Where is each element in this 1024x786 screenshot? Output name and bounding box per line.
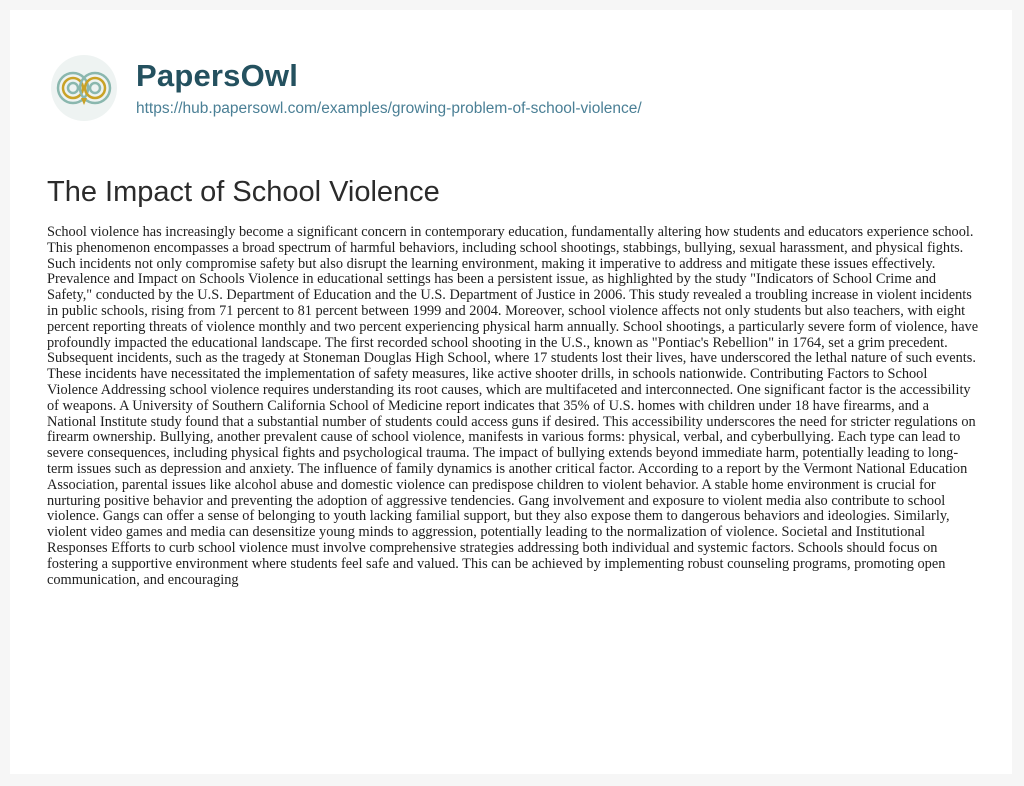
document-page	[10, 10, 1012, 774]
owl-eyes-logo-icon	[50, 54, 118, 122]
site-header	[50, 54, 642, 122]
brand-block	[136, 58, 642, 118]
brand-name: PapersOwl	[136, 58, 299, 93]
article-body: School violence has increasingly become a significant concern in contemporary education, fundamentally altering how students and educators experience school. This phenomenon encompasses a broad spectrum of harmful behaviors, including school shootings, stabbings, bullying, sexual harassment, and physical fights. Such incidents not only compromise safety but also disrupt the learning environment, making it imperative to address and mitigate these issues effectively. Prevalence and Impact on Schools Violence in educational settings has been a persistent issue, as highlighted by the study "Indicators of School Crime and Safety," conducted by the U.S. Department of Education and the U.S. Department of Justice in 2006. This study revealed a troubling increase in violent incidents in public schools, rising from 71 percent to 81 percent between 1999 and 2004. Moreover, school violence affects not only students but also teachers, with eight percent reporting threats of violence monthly and two percent experiencing physical harm annually. School shootings, a particularly severe form of violence, have profoundly impacted the educational landscape. The first recorded school shooting in the U.S., known as "Pontiac's Rebellion" in 1764, set a grim precedent. Subsequent incidents, such as the tragedy at Stoneman Douglas High School, where 17 students lost their lives, have underscored the lethal nature of such events. These incidents have necessitated the implementation of safety measures, like active shooter drills, in schools nationwide. Contributing Factors to School Violence Addressing school violence requires understanding its root causes, which are multifaceted and interconnected. One significant factor is the accessibility of weapons. A University of Southern California School of Medicine report indicates that 35% of U.S. homes with children under 18 have firearms, and a National Institute study found that a substantial number of students could access guns if desired. This accessibility underscores the need for stricter regulations on firearm ownership. Bullying, another prevalent cause of school violence, manifests in various forms: physical, verbal, and cyberbullying. Each type can lead to severe consequences, including physical fights and psychological trauma. The impact of bullying extends beyond immediate harm, potentially leading to long-term issues such as depression and anxiety. The influence of family dynamics is another critical factor. According to a report by the Vermont National Education Association, parental issues like alcohol abuse and domestic violence can predispose children to violent behavior. A stable home environment is crucial for nurturing positive behavior and preventing the adoption of aggressive tendencies. Gang involvement and exposure to violent media also contribute to school violence. Gangs can offer a sense of belonging to youth lacking familial support, but they also expose them to dangerous behaviors and ideologies. Similarly, violent video games and media can desensitize young minds to aggression, potentially leading to the normalization of violence. Societal and Institutional Responses Efforts to curb school violence must involve comprehensive strategies addressing both individual and systemic factors. Schools should focus on fostering a supportive environment where students feel safe and valued. This can be achieved by implementing robust counseling programs, promoting open communication, and encouraging	[47, 224, 979, 588]
page-title: The Impact of School Violence	[47, 176, 440, 208]
source-url-link[interactable]: https://hub.papersowl.com/examples/growing-problem-of-school-violence/	[136, 100, 642, 117]
